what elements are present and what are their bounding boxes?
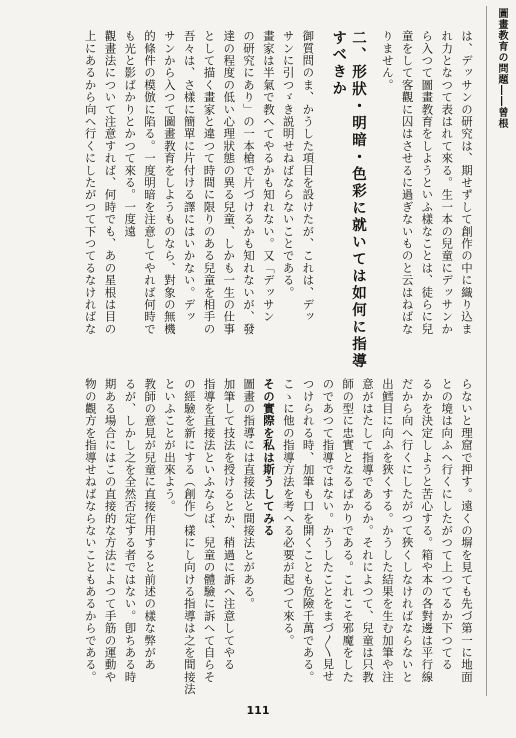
body-line: るが、しかし之を全然否定する者ではない。卽ちある時 [123,378,138,683]
body-line: 指導を直接法といふならば、兒童の體驗に訴へて自らそ [202,378,217,683]
body-line: も光と影ばかりとかつて來る。一度遠 [123,30,138,238]
block-divider [18,372,478,373]
body-line: れ力となつて表はれて來る。生一本の兒童にデッサンか [440,30,455,335]
body-line: 畫家は半氣で教へてやるかも知れない。又「デッサン [261,30,276,323]
body-line: 物の觀方を指導せねばならないこともあるからである。 [83,378,98,683]
body-line: の研究にあり」の一本槍で片づけるかも知れないが、發 [242,30,257,335]
body-line: 觀畫法について注意すれば、何時でも、あの星根は目の [103,30,118,335]
running-head: 圖畫教育の問題――曾根 [496,8,507,129]
body-line: 上にあるから向へ行くにしたがつて下つてるなければな [83,30,98,335]
section-heading: 二、形狀・明暗・色彩に就いては如何に指導すべきか [330,30,367,370]
body-line: だから向へ行くにしたがつて狹くしなければならないと [400,378,415,683]
body-line: 御質問のま、かうした項目を設けたが、これは、デッ [301,30,316,323]
body-line: 童をして客觀に囚はさせるに過ぎないものと云はねばな [400,30,415,335]
body-line: 圖畫の指導には直接法と間接法とがある。 [242,378,257,610]
body-line: ら入つて圖畫教育をしようといふ樣なことは、徒らに兒 [420,30,435,335]
body-line: は、デッサンの研究は、期せずして創作の中に織り込ま [460,30,474,335]
sub-heading: その實際を私は斯うしてみる [262,378,277,537]
body-line: らないと理窟で押す。遠くの塀を見ても先づ第一に地面 [460,378,474,683]
margin-rule [486,6,487,696]
body-line: 師の型に忠實となるばかりである。これこそ邪魔をした [341,378,356,683]
upper-text-block [18,30,476,370]
body-line: 達の程度の低い心理狀態の異る兒童、しかも一生の仕事 [222,30,237,335]
body-line: 吾々は、さ樣に簡單に片付ける譯にはいかない。デッ [182,30,197,323]
body-line: のであつて指導ではない。かうしたことをまづ〳〵見せ [321,378,336,683]
body-line: りません。 [380,30,395,91]
body-line: こゝに他の指導方法を考へる必要が起つて來る。 [281,378,296,647]
lower-text-block [18,378,476,698]
body-line: の經驗を新にする（創作）樣にし向ける指導は之を間接法 [182,378,197,696]
body-line: サンに引つゞき説明せねばならないことである。 [281,30,296,299]
body-line: つけられる時、加筆も口を開くことも危險千萬である。 [301,378,316,683]
body-line: として描く畫家と違つて時間に限りのある兒童を相手の [202,30,217,335]
body-line: 教師の意見が兒童に直接作用すると前述の樣な弊があ [143,378,158,671]
body-line: 出鱈目に向ふを狹くする。かうした結果を生む加筆や注 [380,378,395,683]
body-line: 加筆して技法を授けるとか、稍過に訴へ注意してやる [222,378,237,671]
body-line: るかを決定しようと苦心する。箱や本の各對邊は平行線 [420,378,435,683]
body-line: といふことが出來よう。 [163,378,178,513]
body-line: との境は向ふへ行くにしたがつて上つてるか下つてる [440,378,455,671]
body-line: 意がはたして指導であるか。それによつて、兒童は只教 [361,378,376,683]
body-line: 的條件の模倣に陷る。一度明暗を注意してやれば何時で [143,30,158,335]
body-line: 期ある場合にはこの直接的な方法によつて手筋の運動や [103,378,118,683]
body-line: サンから入つて圖畫教育をしようものなら、對象の無機 [162,30,177,335]
page-number: 111 [246,704,270,717]
